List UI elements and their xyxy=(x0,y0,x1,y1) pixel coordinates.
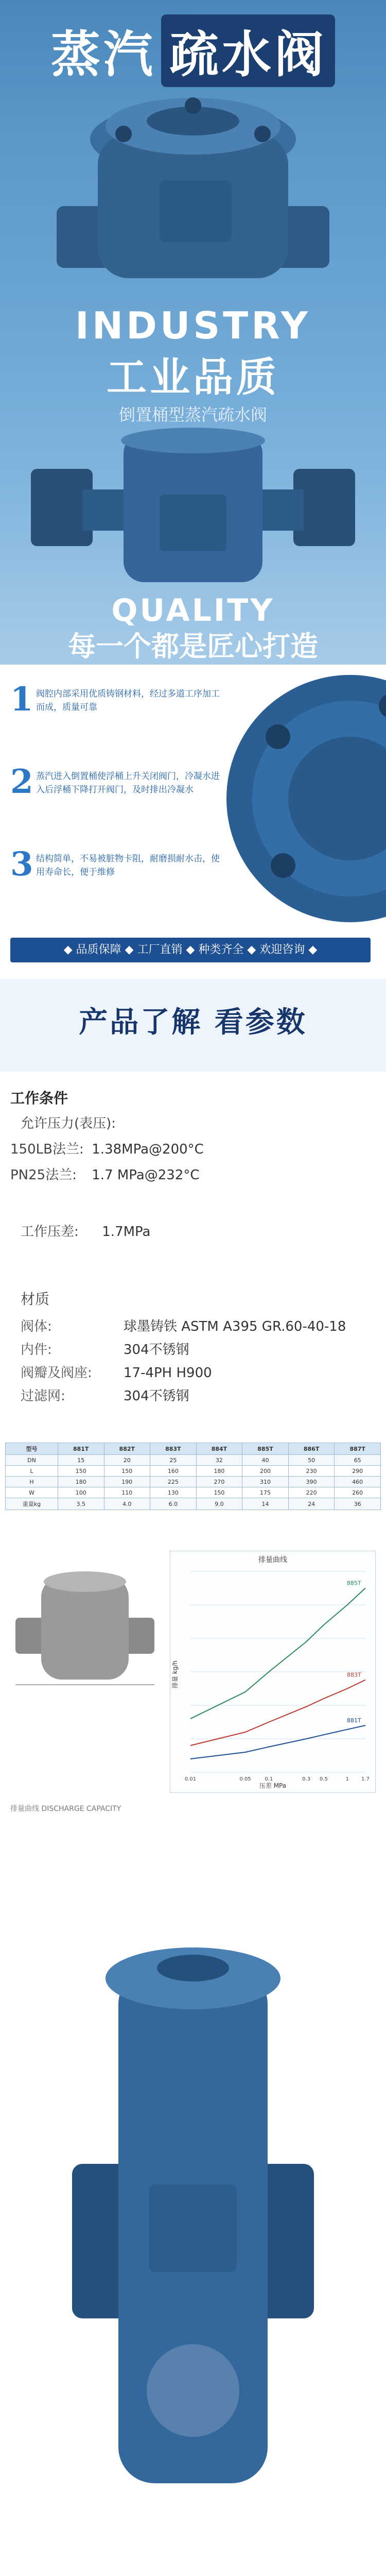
material-key: 内件: xyxy=(21,1342,52,1358)
table-cell: 260 xyxy=(335,1487,381,1498)
chart-x-tick: 0.05 xyxy=(239,1776,251,1782)
table-cell: 180 xyxy=(58,1477,104,1487)
material-value: 球墨铸铁 ASTM A395 GR.60-40-18 xyxy=(124,1319,346,1334)
material-row xyxy=(21,1316,346,1335)
table-cell: 4.0 xyxy=(104,1498,150,1510)
table-cell: 160 xyxy=(150,1466,197,1477)
hero-title-part2: 疏水阀 xyxy=(161,14,335,87)
spec-table-header xyxy=(6,1443,381,1455)
material-value: 17-4PH H900 xyxy=(124,1365,212,1381)
table-cell: 290 xyxy=(335,1466,381,1477)
valve-dimension-drawing xyxy=(10,1556,160,1690)
chart-x-tick: 0.3 xyxy=(302,1776,311,1782)
steam-trap-photo-large xyxy=(0,1875,386,2576)
material-value: 304不锈钢 xyxy=(124,1388,189,1404)
feature-text: 蒸汽进入倒置桶使浮桶上升关闭阀门，冷凝水进入后浮桶下降打开阀门，及时排出冷凝水 xyxy=(36,771,220,795)
spec-table-header-cell: 881T xyxy=(58,1443,104,1455)
specs-section xyxy=(0,1072,386,1875)
spec-value: 1.7 MPa@232°C xyxy=(92,1167,200,1183)
table-cell: 180 xyxy=(196,1466,242,1477)
spec-value: 1.38MPa@200°C xyxy=(92,1142,204,1157)
product-photo-section-1 xyxy=(0,1875,386,2576)
chart-xlabel: 压差 MPa xyxy=(259,1782,287,1789)
steam-trap-photo-flanged xyxy=(31,428,355,587)
table-cell: 重量kg xyxy=(6,1498,58,1510)
material-row xyxy=(21,1339,346,1358)
feature-number: 2 xyxy=(10,762,33,801)
table-cell: 150 xyxy=(104,1466,150,1477)
spec-table-header-cell: 883T xyxy=(150,1443,197,1455)
chart-x-tick: 0.1 xyxy=(265,1776,273,1782)
spec-table-header-cell: 884T xyxy=(196,1443,242,1455)
spec-line xyxy=(21,1113,116,1132)
feature-number: 3 xyxy=(10,845,33,884)
table-cell: 25 xyxy=(150,1455,197,1466)
table-row xyxy=(6,1477,381,1487)
spec-key: PN25法兰: xyxy=(10,1167,77,1183)
spec-key: 允许压力(表压): xyxy=(21,1116,116,1131)
feature-text: 阀腔内部采用优质铸钢材料，经过多道工序加工而成，质量可靠 xyxy=(36,689,220,713)
capacity-chart xyxy=(170,1551,376,1793)
chart-ylabel: 排量 kg/h xyxy=(171,1660,179,1689)
spec-table-body xyxy=(6,1455,381,1510)
params-header-section xyxy=(0,979,386,1072)
materials-title: 材质 xyxy=(21,1291,50,1308)
table-cell: 225 xyxy=(150,1477,197,1487)
features-section xyxy=(0,665,386,979)
spec-table xyxy=(5,1443,381,1510)
table-cell: H xyxy=(6,1477,58,1487)
craft-slogan: 每一个都是匠心打造 xyxy=(68,630,318,663)
table-cell: 9.0 xyxy=(196,1498,242,1510)
spec-line xyxy=(21,1221,151,1240)
chart-title: 排量曲线 xyxy=(258,1556,287,1564)
table-cell: 220 xyxy=(288,1487,335,1498)
table-cell: 6.0 xyxy=(150,1498,197,1510)
table-cell: 15 xyxy=(58,1455,104,1466)
feature-text: 结构简单，不易被脏物卡阻，耐磨损耐水击，使用寿命长，便于维修 xyxy=(36,854,220,877)
table-cell: 200 xyxy=(242,1466,289,1477)
spec-table-header-cell: 886T xyxy=(288,1443,335,1455)
material-key: 阀瓣及阀座: xyxy=(21,1365,92,1381)
table-cell: 100 xyxy=(58,1487,104,1498)
hero-subtitle: 倒置桶型蒸汽疏水阀 xyxy=(118,405,267,425)
hero-section xyxy=(0,0,386,665)
table-row xyxy=(6,1466,381,1477)
material-key: 过滤网: xyxy=(21,1388,65,1404)
quality-en: QUALITY xyxy=(111,592,275,629)
table-cell: 150 xyxy=(58,1466,104,1477)
table-row xyxy=(6,1455,381,1466)
spec-line xyxy=(10,1164,200,1183)
valve-closeup-photo xyxy=(221,665,386,933)
material-key: 阀体: xyxy=(21,1319,52,1334)
feature-number: 1 xyxy=(10,680,33,719)
specs-title: 工作条件 xyxy=(10,1090,68,1107)
material-row xyxy=(21,1385,346,1404)
table-cell: 190 xyxy=(104,1477,150,1487)
industry-cn: 工业品质 xyxy=(106,354,279,401)
chart-x-tick: 1 xyxy=(345,1776,349,1782)
table-cell: 460 xyxy=(335,1477,381,1487)
industry-en: INDUSTRY xyxy=(75,304,311,347)
table-cell: 50 xyxy=(288,1455,335,1466)
chart-x-tick: 0.01 xyxy=(184,1776,197,1782)
spec-table-header-cell: 882T xyxy=(104,1443,150,1455)
hero-title xyxy=(0,14,386,87)
materials-block xyxy=(21,1288,346,1409)
table-cell: 390 xyxy=(288,1477,335,1487)
table-cell: 270 xyxy=(196,1477,242,1487)
table-row xyxy=(6,1487,381,1498)
params-heading: 产品了解 看参数 xyxy=(79,1006,307,1039)
chart-x-tick: 1.7 xyxy=(361,1776,370,1782)
table-row xyxy=(6,1498,381,1510)
table-cell: DN xyxy=(6,1455,58,1466)
table-cell: 32 xyxy=(196,1455,242,1466)
table-cell: 175 xyxy=(242,1487,289,1498)
spec-key: 150LB法兰: xyxy=(10,1142,84,1157)
table-cell: W xyxy=(6,1487,58,1498)
hero-title-part1: 蒸汽 xyxy=(51,26,156,83)
table-cell: 40 xyxy=(242,1455,289,1466)
table-cell: 110 xyxy=(104,1487,150,1498)
spec-line xyxy=(10,1139,204,1158)
material-value: 304不锈钢 xyxy=(124,1342,189,1358)
table-cell: 14 xyxy=(242,1498,289,1510)
table-cell: L xyxy=(6,1466,58,1477)
table-cell: 130 xyxy=(150,1487,197,1498)
table-cell: 36 xyxy=(335,1498,381,1510)
table-cell: 310 xyxy=(242,1477,289,1487)
spec-key: 工作压差: xyxy=(21,1224,79,1240)
table-cell: 230 xyxy=(288,1466,335,1477)
spec-table-header-cell: 885T xyxy=(242,1443,289,1455)
steam-trap-photo-top xyxy=(57,77,329,304)
diagram-caption: 排量曲线 DISCHARGE CAPACITY xyxy=(10,1805,121,1813)
table-cell: 65 xyxy=(335,1455,381,1466)
spec-table-header-cell: 型号 xyxy=(6,1443,58,1455)
material-row xyxy=(21,1362,346,1381)
promo-banner: ◆ 品质保障 ◆ 工厂直销 ◆ 种类齐全 ◆ 欢迎咨询 ◆ xyxy=(10,938,371,962)
chart-series-label: 881T xyxy=(347,1717,361,1724)
spec-value: 1.7MPa xyxy=(102,1224,151,1240)
table-cell: 24 xyxy=(288,1498,335,1510)
table-cell: 150 xyxy=(196,1487,242,1498)
spec-table-header-cell: 887T xyxy=(335,1443,381,1455)
chart-series-label: 883T xyxy=(347,1671,361,1679)
chart-x-tick: 0.5 xyxy=(320,1776,328,1782)
table-cell: 3.5 xyxy=(58,1498,104,1510)
chart-series-label: 885T xyxy=(347,1580,361,1587)
table-cell: 20 xyxy=(104,1455,150,1466)
